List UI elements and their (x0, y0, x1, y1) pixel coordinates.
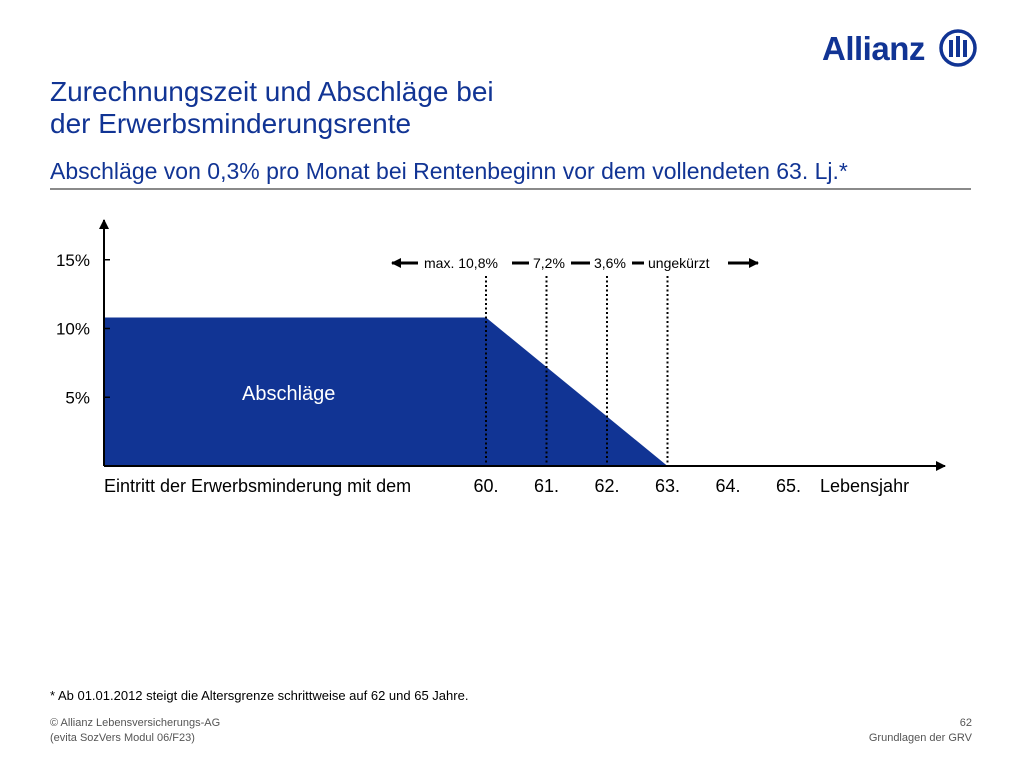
marker-label: ungekürzt (648, 255, 710, 271)
footer-right (869, 716, 972, 746)
marker-label: max. 10,8% (424, 255, 498, 271)
page-number: 62 (959, 717, 972, 729)
footer-source: (evita SozVers Modul 06/F23) (50, 732, 195, 744)
allianz-eagle-icon (938, 28, 978, 68)
y-tick-label: 10% (55, 319, 90, 339)
footer-left (50, 716, 220, 746)
x-tick-label: 61. (533, 476, 560, 496)
y-tick-label: 5% (65, 388, 90, 408)
title-line-1: Zurechnungszeit und Abschläge bei (50, 76, 494, 107)
area-label: Abschläge (242, 383, 336, 405)
allianz-logo (822, 28, 982, 72)
page-subtitle: Abschläge von 0,3% pro Monat bei Rentenbeginn vor dem vollendeten 63. Lj.* (50, 158, 848, 184)
footnote: * Ab 01.01.2012 steigt die Altersgrenze schrittweise auf 62 und 65 Jahre. (50, 688, 469, 703)
x-axis-label: Lebensjahr (820, 476, 910, 496)
y-tick-label: 15% (55, 250, 90, 270)
x-tick-label: 60. (473, 476, 499, 496)
x-axis-prefix-label: Eintritt der Erwerbsminderung mit dem (104, 476, 412, 496)
footer-copyright: © Allianz Lebensversicherungs-AG (50, 717, 221, 729)
marker-label: 7,2% (533, 255, 565, 271)
abschlaege-chart (0, 200, 1024, 500)
x-tick-label: 65. (775, 476, 802, 496)
x-tick-label: 64. (715, 476, 741, 496)
page-title (50, 76, 494, 140)
title-line-2: der Erwerbsminderungsrente (50, 108, 412, 139)
abschlaege-area (104, 318, 668, 467)
header-divider (50, 188, 971, 190)
x-tick-label: 62. (594, 476, 620, 496)
footer-section: Grundlagen der GRV (868, 732, 972, 744)
logo-wordmark: Allianz (822, 30, 925, 67)
marker-label: 3,6% (594, 255, 626, 271)
x-tick-label: 63. (654, 476, 681, 496)
